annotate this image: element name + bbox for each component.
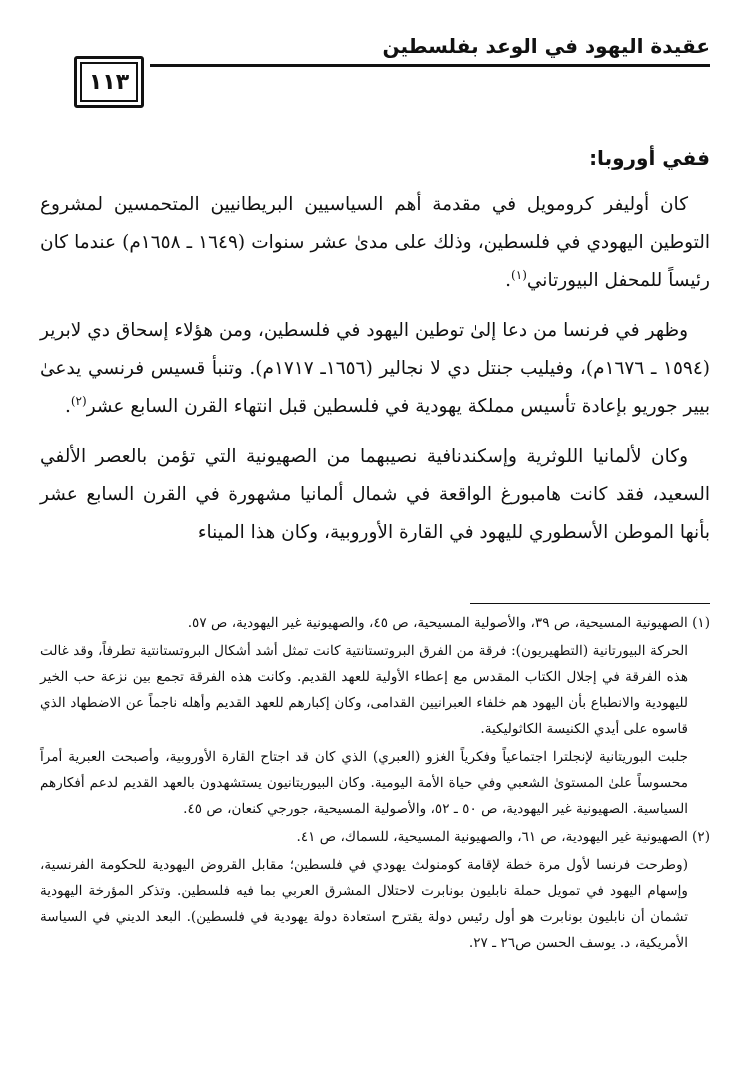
running-title: عقيدة اليهود في الوعد بفلسطين	[382, 34, 710, 58]
footnote-1-note-b: جلبت البوريتانية لإنجلترا اجتماعياً وفكرياً الغزو (العبري) الذي كان قد اجتاح القارة الأوروبية، وأصبحت العبرية أمراً محسوساً علىٰ المستوىٰ الشعبي وفي حياة الأمة اليومية. وكان البيوريتانيون يستشهدون بالعهد القديم لدعم أفكارهم السياسية. الصهيونية غير اليهودية، ص ٥٠ ـ ٥٢، والأصولية المسيحية، جورجي كنعان، ص ٤٥.	[40, 749, 688, 817]
footnote-ref-2[interactable]: (٢)	[70, 393, 87, 408]
page-number: ١١٣	[74, 56, 144, 108]
paragraph-3	[40, 438, 710, 552]
paragraph-end: .	[505, 270, 512, 291]
paragraph-2	[40, 312, 710, 426]
footnote-separator	[470, 603, 710, 604]
paragraph-end: .	[64, 396, 71, 417]
footnote-1: (١) الصهيونية المسيحية، ص ٣٩، والأصولية المسيحية، ص ٤٥، والصهيونية غير اليهودية، ص ٥٧.	[187, 615, 710, 631]
section-heading: ففي أوروبا:	[589, 146, 710, 170]
main-text	[40, 140, 710, 556]
footnotes	[40, 610, 710, 958]
paragraph-text: وكان لألمانيا اللوثرية وإسكندنافية نصيبهما من الصهيونية التي تؤمن بالعصر الألفي السعيد، فقد كانت هامبورغ الواقعة في شمال ألمانيا مشهورة في القرن السابع عشر بأنها الموطن الأسطوري لليهود في القارة الأوروبية، وكان هذا الميناء	[40, 446, 710, 543]
footnote-ref-1[interactable]: (١)	[511, 267, 527, 282]
paragraph-text: كان أوليفر كرومويل في مقدمة أهم السياسيين البريطانيين المتحمسين لمشروع التوطين اليهودي في فلسطين، وذلك على مدىٰ عشر سنوات (١٦٤٩ ـ ١٦٥٨م) عندما كان رئيساً للمحفل البيورتاني	[40, 194, 711, 291]
footnote-2: (٢) الصهيونية غير اليهودية، ص ٦١، والصهيونية المسيحية، للسماك، ص ٤١.	[296, 829, 710, 845]
paragraph-text: وظهر في فرنسا من دعا إلىٰ توطين اليهود في فلسطين، ومن هؤلاء إسحاق دي لابرير (١٥٩٤ ـ ١٦٧٦م)، وفيليب جنتل دي لا نجالير (١٦٥٦ـ ١٧١٧م). وتنبأ قسيس فرنسي يدعىٰ بيير جوريو بإعادة تأسيس مملكة يهودية في فلسطين قبل انتهاء القرن السابع عشر	[40, 320, 710, 417]
footnote-1-note-a: الحركة البيورتانية (التطهيريون): فرقة من الفرق البروتستانتية كانت تمثل أشد أشكال البروتستانتية تطرفاً، وقد غالت هذه الفرقة في إجلال الكتاب المقدس مع إعطاء الأولية للعهد القديم. وكانت هذه الفرقة تجمع بين نزعة حب الخير لليهودية والانطباع بأن اليهود هم خلفاء العبرانيين القدامى، وكان إكبارهم للعهد القديم وأهله ناجماً عن الاضطهاد الذي قاسوه على أيدي الكنيسة الكاثوليكية.	[40, 643, 688, 737]
paragraph-1	[40, 186, 710, 300]
page-header	[74, 34, 710, 104]
header-rule	[150, 64, 710, 67]
footnote-2-note: (وطرحت فرنسا لأول مرة خطة لإقامة كومنولث يهودي في فلسطين؛ مقابل القروض اليهودية للحكومة الفرنسية، وإسهام اليهود في تمويل حملة نابليون بونابرت لاحتلال المشرق العربي بما فيه فلسطين. وتذكر المؤرخة اليهودية تشمان أن نابليون بونابرت هو أول رئيس دولة يقترح استعادة دولة يهودية في فلسطين). البعد الديني في السياسة الأمريكية، د. يوسف الحسن ص٢٦ ـ ٢٧.	[40, 857, 688, 951]
